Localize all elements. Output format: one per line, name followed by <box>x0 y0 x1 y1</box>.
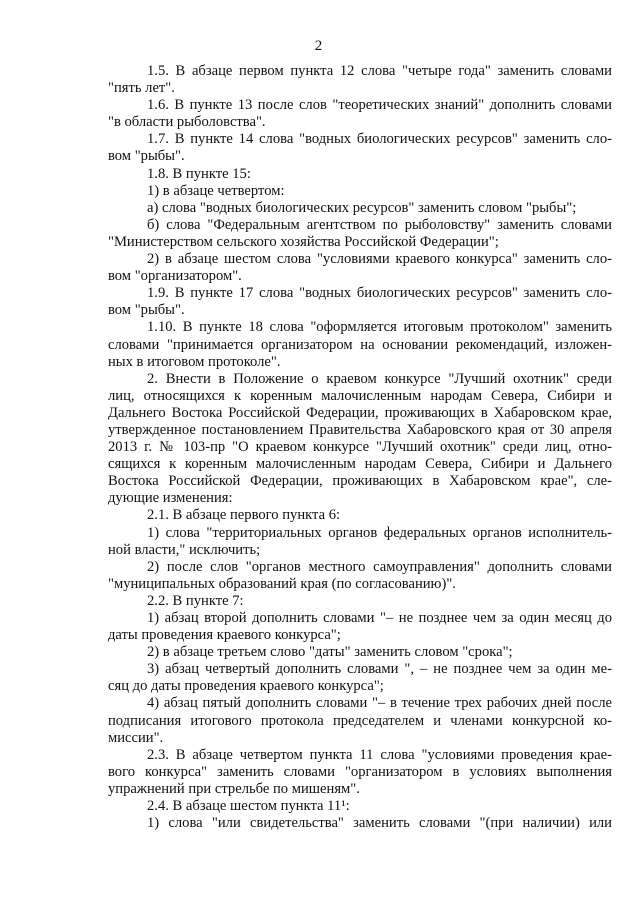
text-line: 2.2. В пункте 7: <box>147 592 244 609</box>
text-line: вом "рыбы". <box>108 148 185 165</box>
text-line: 1.10. В пункте 18 слова "оформляется итоговым протоколом" заменить <box>147 319 612 336</box>
text-line: 1) слова "или свидетельства" заменить словами "(при наличии) или <box>147 815 612 832</box>
text-line: 1.5. В абзаце первом пункта 12 слова "четыре года" заменить словами <box>147 63 612 79</box>
text-line: 2.3. В абзаце четвертом пункта 11 слова "условиями проведения крае- <box>147 746 612 763</box>
text-line: 4) абзац пятый дополнить словами "– в течение трех рабочих дней после <box>147 695 612 712</box>
text-line: "Министерством сельского хозяйства Российской Федерации"; <box>108 233 499 250</box>
text-line: "муниципальных образований края (по согласованию)". <box>108 575 456 592</box>
text-line: 2.4. В абзаце шестом пункта 11¹: <box>147 798 350 815</box>
text-line: словами "принимается организатором на основании рекомендаций, изложен- <box>108 336 612 353</box>
text-line: 1) слова "территориальных органов федеральных органов исполнитель- <box>147 524 612 541</box>
text-line: 2. Внести в Положение о краевом конкурсе "Лучший охотник" среди <box>147 370 612 387</box>
text-line: утвержденное постановлением Правительства Хабаровского края от 30 апреля <box>108 421 612 438</box>
document-body <box>108 63 612 832</box>
text-line: подписания итогового протокола председателем и членами конкурсной ко- <box>108 712 612 729</box>
text-line: "в области рыболовства". <box>108 114 266 131</box>
page-number: 2 <box>314 38 323 54</box>
text-line: 1) в абзаце четвертом: <box>147 182 285 199</box>
text-line: миссии". <box>108 729 164 746</box>
text-line: "пять лет". <box>108 80 175 97</box>
text-line: вом "организатором". <box>108 268 242 285</box>
text-line: а) слова "водных биологических ресурсов" заменить словом "рыбы"; <box>147 199 577 216</box>
text-line: 1.7. В пункте 14 слова "водных биологических ресурсов" заменить сло- <box>147 131 612 148</box>
text-line: 3) абзац четвертый дополнить словами ", – не позднее чем за один ме- <box>147 661 612 678</box>
text-line: Дальнего Востока Российской Федерации, проживающих в Хабаровском крае, <box>108 404 612 421</box>
text-line: лиц, относящихся к коренным малочисленным народам Севера, Сибири и <box>108 387 612 404</box>
text-line: 2) в абзаце третьем слово "даты" заменить словом "срока"; <box>147 644 513 661</box>
text-line: вого конкурса" заменить словами "организатором в условиях выполнения <box>108 763 612 780</box>
text-line: ной власти," исключить; <box>108 541 261 558</box>
text-line: 1.8. В пункте 15: <box>147 165 251 182</box>
text-line: 2) после слов "органов местного самоуправления" дополнить словами <box>147 558 612 575</box>
text-line: 1.6. В пункте 13 после слов "теоретических знаний" дополнить словами <box>147 97 612 114</box>
text-line: 2.1. В абзаце первого пункта 6: <box>147 507 341 524</box>
text-line: упражнений при стрельбе по мишеням". <box>108 780 360 797</box>
text-line: 2) в абзаце шестом слова "условиями краевого конкурса" заменить сло- <box>147 251 612 268</box>
text-line: вом "рыбы". <box>108 302 185 319</box>
text-line: сяц до даты проведения краевого конкурса"; <box>108 678 384 695</box>
text-line: дующие изменения: <box>108 490 233 507</box>
text-line: 1) абзац второй дополнить словами "– не позднее чем за один месяц до <box>147 610 612 626</box>
text-line: б) слова "Федеральным агентством по рыболовству" заменить словами <box>147 216 612 233</box>
text-line: 1.9. В пункте 17 слова "водных биологических ресурсов" заменить сло- <box>147 285 612 302</box>
text-line: Востока Российской Федерации, проживающих в Хабаровском крае", сле- <box>108 473 612 490</box>
text-line: сящихся к коренным малочисленным народам Севера, Сибири и Дальнего <box>108 456 612 473</box>
text-line: 2013 г. № 103-пр "О краевом конкурсе "Лучший охотник" среди лиц, отно- <box>108 439 612 456</box>
text-line: ных в итоговом протоколе". <box>108 353 281 370</box>
text-line: даты проведения краевого конкурса"; <box>108 627 341 644</box>
